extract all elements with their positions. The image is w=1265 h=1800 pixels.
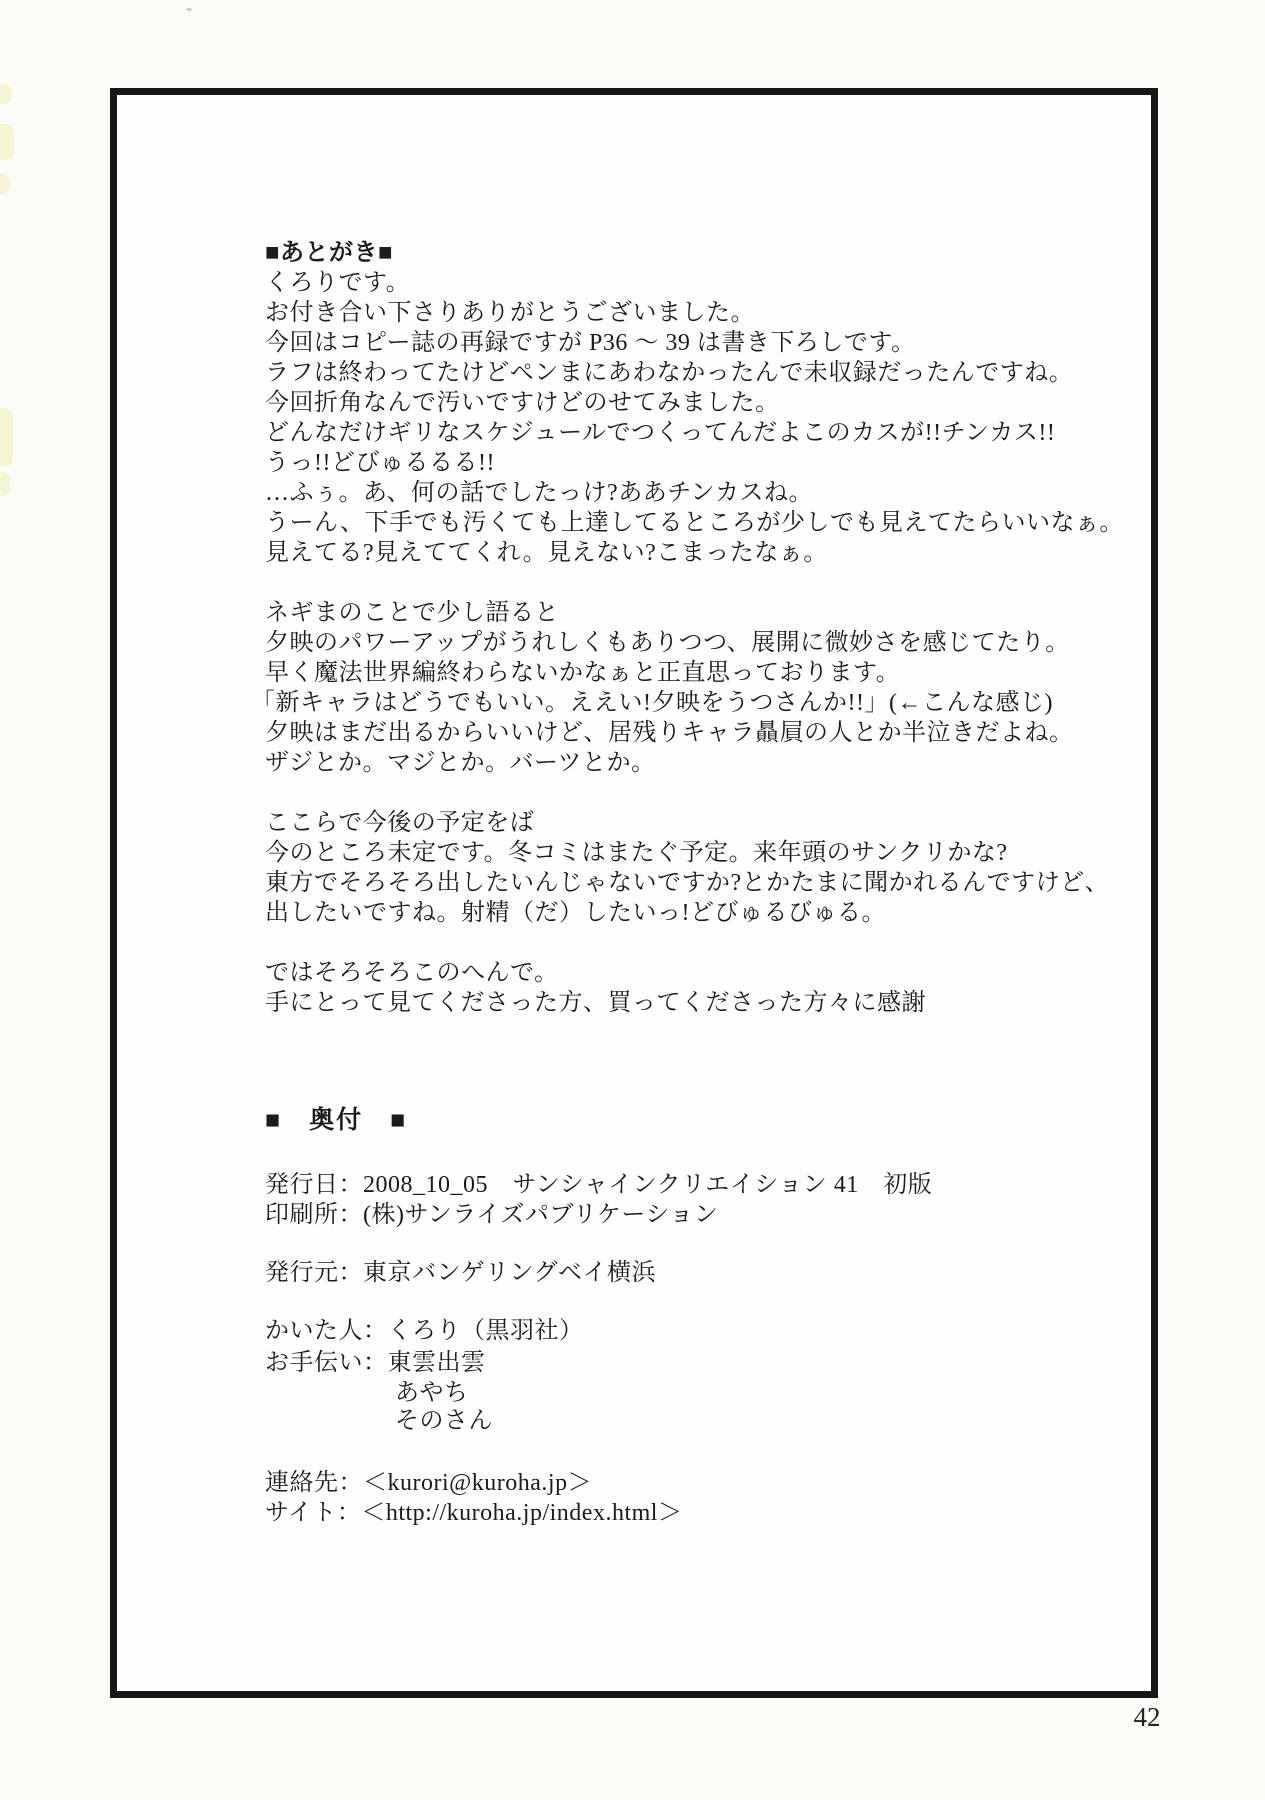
afterword-line: 「新キャラはどうでもいい。ええい!夕映をうつさんか!!」(←こんな感じ) [251, 690, 1053, 716]
afterword-blank-line [265, 928, 1135, 958]
afterword-line: ではそろそろこのへんで。 [265, 960, 559, 986]
afterword-line: ラフは終わってたけどペンまにあわなかったんで未収録だったんですね。 [265, 360, 1074, 386]
scan-smudge [0, 174, 10, 194]
afterword-line: うっ!!どびゅるるる!! [265, 450, 495, 476]
colophon-author: かいた人：くろり（黒羽社） [265, 1318, 584, 1344]
afterword-line: くろりです。 [265, 270, 411, 296]
afterword-line: 今回折角なんで汚いですけどのせてみました。 [265, 390, 780, 416]
afterword-blank-line [265, 778, 1135, 808]
colophon-printer: 印刷所：(株)サンライズパブリケーション [265, 1202, 719, 1228]
page-number: 42 [1133, 1702, 1161, 1732]
afterword-line: ザジとか。マジとか。バーツとか。 [265, 750, 656, 776]
afterword-line: ここらで今後の予定をば [265, 810, 535, 836]
scan-speck [186, 8, 192, 11]
scan-smudge [0, 84, 12, 104]
colophon-heading: ■ 奥付 ■ [265, 1107, 408, 1134]
scan-smudge [0, 124, 14, 160]
colophon-helper: あやち [395, 1380, 469, 1406]
colophon-helper: そのさん [395, 1408, 493, 1434]
afterword-heading: ■あとがき■ [265, 240, 393, 266]
afterword-line: 今のところ未定です。冬コミはまたぐ予定。来年頭のサンクリかな? [265, 840, 1008, 866]
afterword-line: 夕映はまだ出るからいいけど、居残りキャラ贔屓の人とか半泣きだよね。 [265, 720, 1074, 746]
afterword-line: 見えてる?見えててくれ。見えない?こまったなぁ。 [265, 540, 828, 566]
afterword-line: 夕映のパワーアップがうれしくもありつつ、展開に微妙さを感じてたり。 [265, 630, 1070, 656]
scan-smudge [0, 472, 10, 496]
afterword-line: 今回はコピー誌の再録ですが P36 ～ 39 は書き下ろしです。 [265, 330, 916, 356]
colophon-contact-email: 連絡先：＜kurori@kuroha.jp＞ [265, 1470, 593, 1496]
afterword-line: 出したいですね。射精（だ）したいっ!どびゅるびゅる。 [265, 900, 886, 926]
afterword-line: 東方でそろそろ出したいんじゃないですか?とかたまに聞かれるんですけど、 [265, 870, 1110, 896]
afterword-section [251, 238, 1135, 1018]
colophon-publisher: 発行元：東京バンゲリングベイ横浜 [265, 1260, 657, 1286]
afterword-line: …ふぅ。あ、何の話でしたっけ?ああチンカスね。 [265, 480, 813, 506]
colophon-publish-date: 発行日：2008_10_05 サンシャインクリエイション 41 初版 [265, 1172, 933, 1198]
afterword-line: お付き合い下さりありがとうございました。 [265, 300, 755, 326]
colophon-helper: お手伝い：東雲出雲 [265, 1350, 486, 1376]
scan-smudge [0, 408, 13, 466]
colophon-site-url: サイト：＜http://kuroha.jp/index.html＞ [265, 1500, 683, 1526]
afterword-blank-line [265, 568, 1135, 598]
afterword-line: どんなだけギリなスケジュールでつくってんだよこのカスが!!チンカス!! [265, 420, 1056, 446]
afterword-line: 手にとって見てくださった方、買ってくださった方々に感謝 [265, 990, 927, 1016]
afterword-line: ネギまのことで少し語ると [265, 600, 559, 626]
afterword-line: 早く魔法世界編終わらないかなぁと正直思っております。 [265, 660, 901, 686]
afterword-line: うーん、下手でも汚くても上達してるところが少しでも見えてたらいいなぁ。 [265, 510, 1124, 536]
